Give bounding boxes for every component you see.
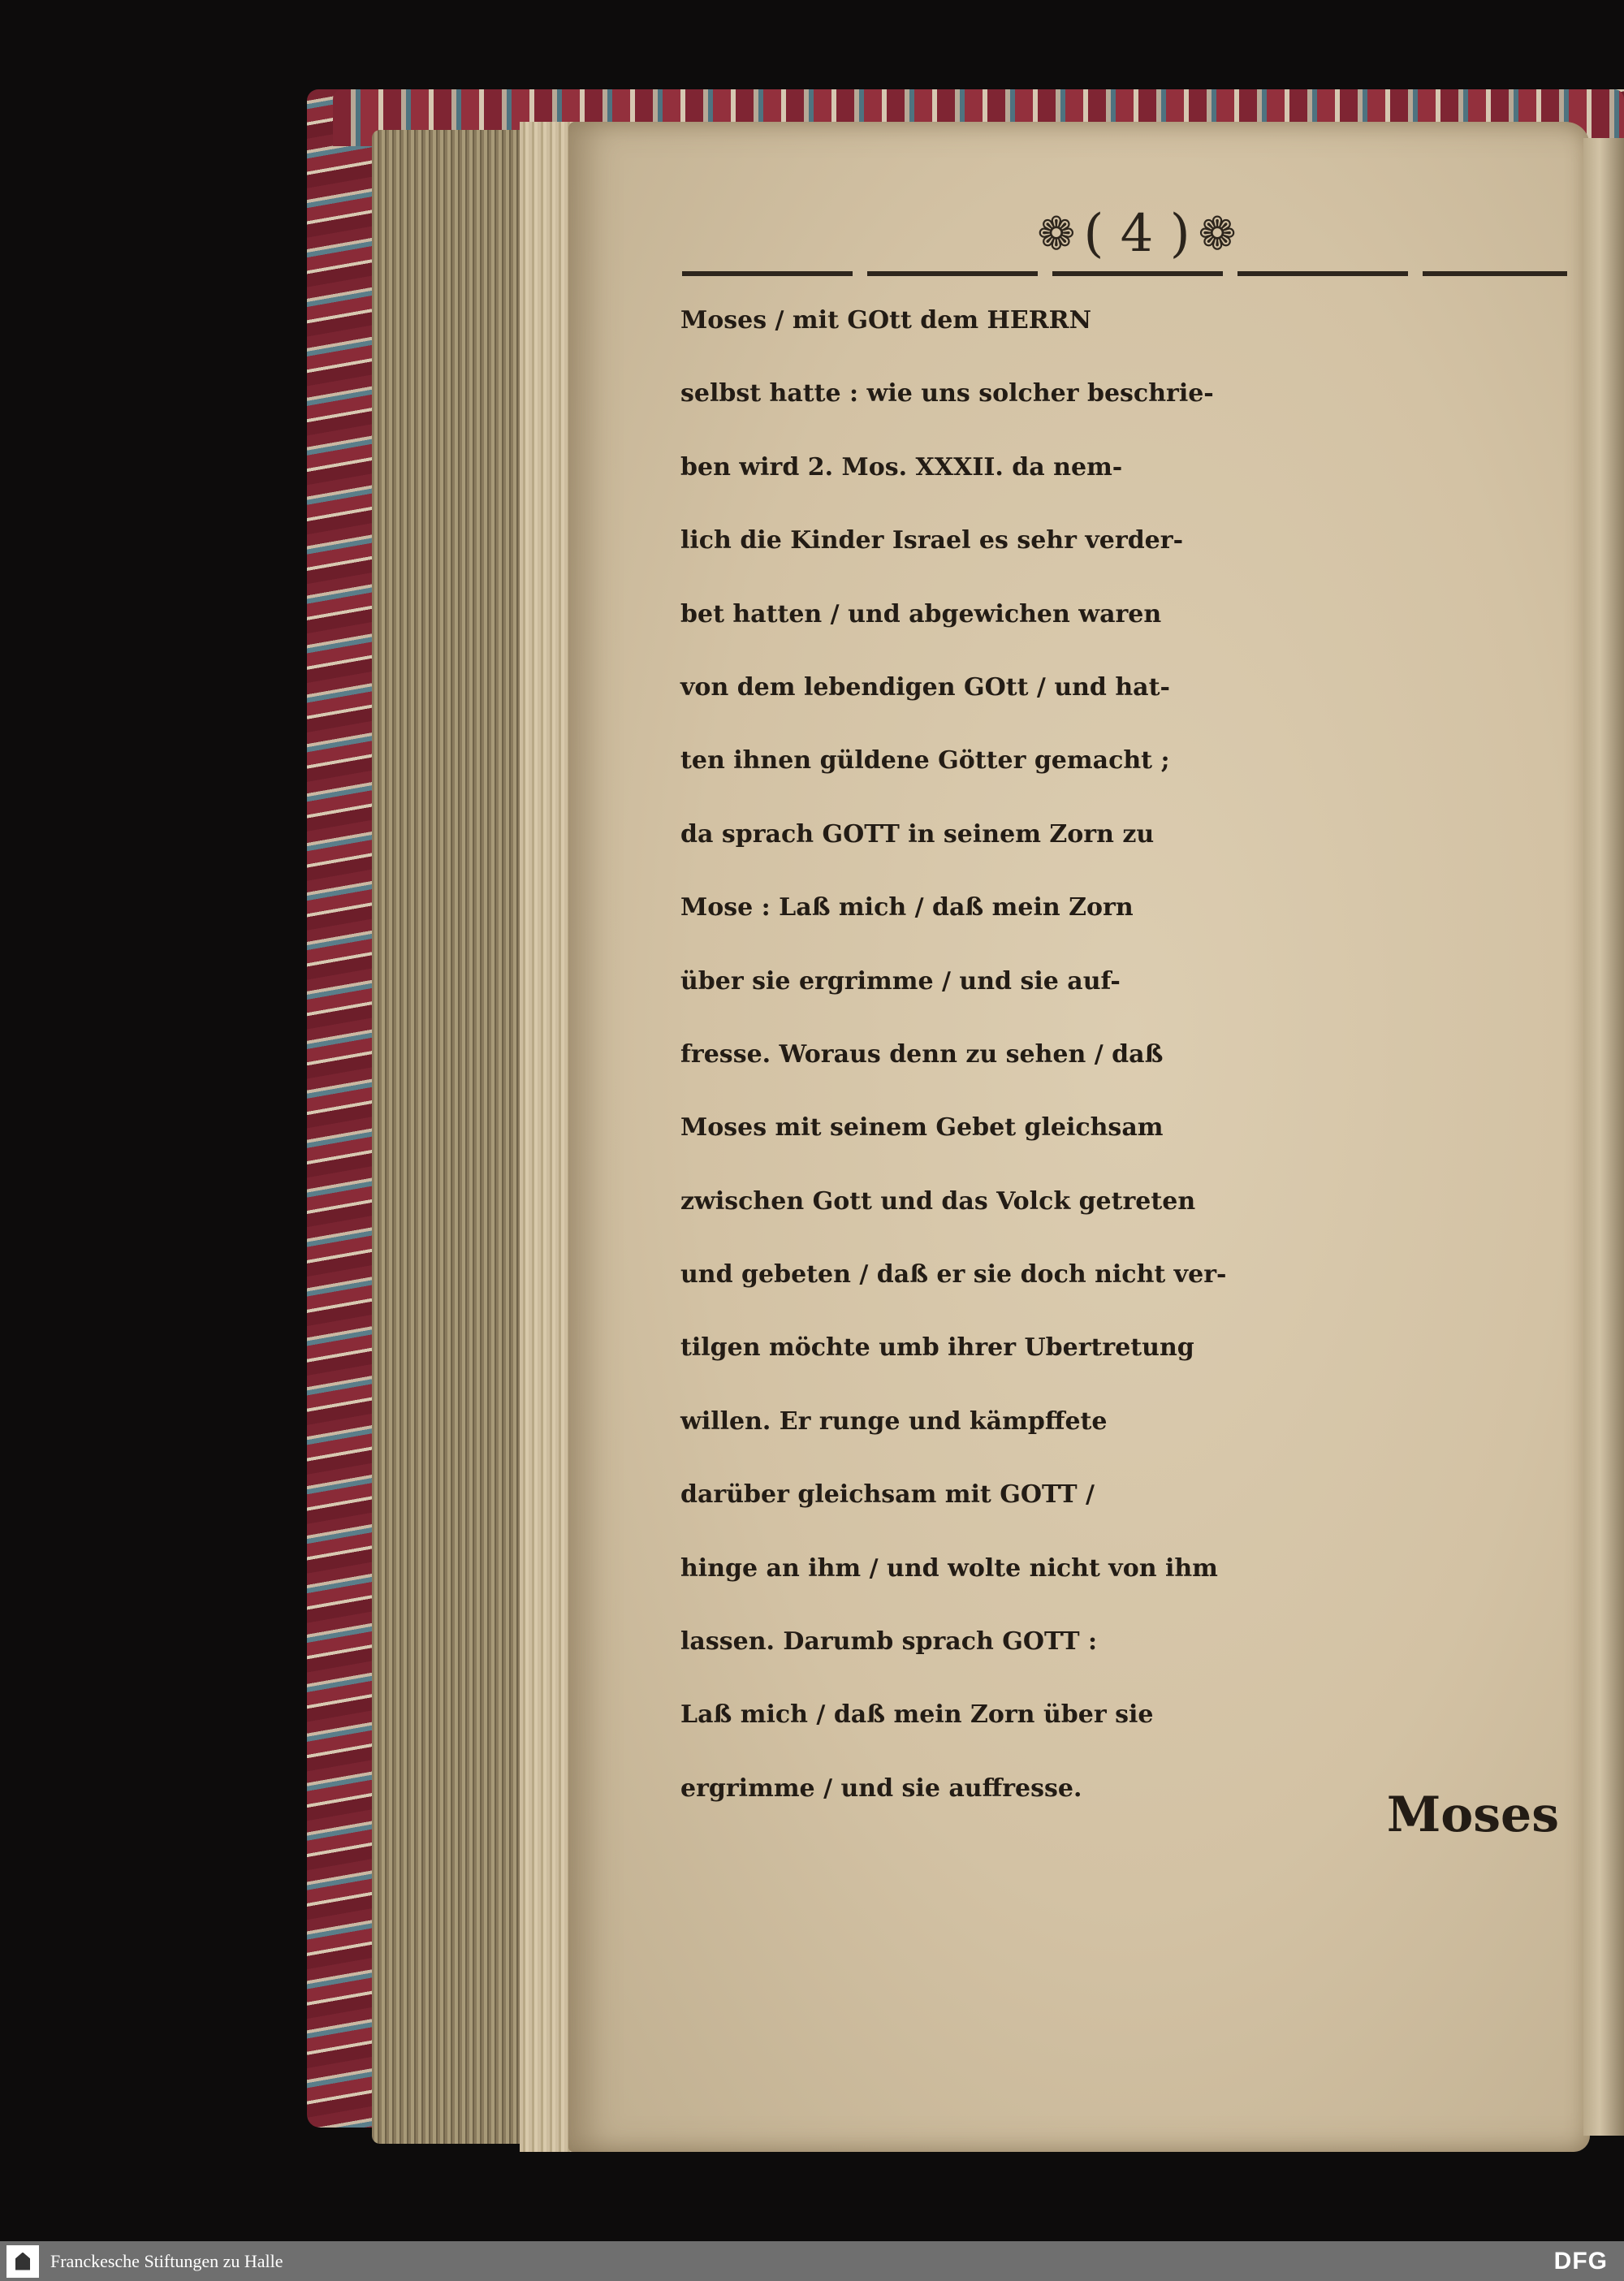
text-line: bet hatten / und abgewichen waren <box>680 599 1162 629</box>
ornament-right-icon: ❁ <box>1198 207 1237 261</box>
institution-name[interactable]: Franckesche Stiftungen zu Halle <box>50 2250 283 2271</box>
text-line: hinge an ihm / und wolte nicht von ihm <box>680 1553 1218 1583</box>
page-number: ( 4 ) <box>1083 204 1190 264</box>
text-line: Moses / mit GOtt dem HERRN <box>680 306 1092 335</box>
header-rule <box>682 271 1567 276</box>
text-line: über sie ergrimme / und sie auf- <box>680 966 1121 996</box>
text-line: fresse. Woraus denn zu sehen / daß <box>680 1039 1164 1069</box>
text-line: ben wird 2. Mos. XXXII. da nem- <box>680 452 1123 482</box>
page-header <box>999 201 1275 266</box>
facing-page-edge <box>1583 138 1624 2136</box>
catchword: Moses <box>1386 1786 1559 1843</box>
text-line: ergrimme / und sie auffresse. <box>680 1773 1082 1803</box>
viewer-footer <box>0 2241 1624 2281</box>
text-line: und gebeten / daß er sie doch nicht ver- <box>680 1260 1227 1290</box>
ornament-left-icon: ❁ <box>1037 207 1076 261</box>
text-line: da sprach GOTT in seinem Zorn zu <box>680 819 1155 849</box>
text-line: tilgen möchte umb ihrer Ubertretung <box>680 1333 1194 1363</box>
text-line: selbst hatte : wie uns solcher beschrie- <box>680 379 1214 408</box>
text-line: lassen. Darumb sprach GOTT : <box>680 1627 1098 1657</box>
text-line: Mose : Laß mich / daß mein Zorn <box>680 893 1134 922</box>
text-line: darüber gleichsam mit GOTT / <box>680 1480 1095 1510</box>
text-line: lich die Kinder Israel es sehr verder- <box>680 526 1184 555</box>
building-icon <box>6 2245 39 2278</box>
dfg-logo: DFG <box>1553 2248 1608 2275</box>
body-text <box>680 284 1574 1825</box>
text-line: Moses mit seinem Gebet gleichsam <box>680 1113 1164 1143</box>
text-line: Laß mich / daß mein Zorn über sie <box>680 1700 1154 1730</box>
text-line: ten ihnen güldene Götter gemacht ; <box>680 746 1170 775</box>
text-line: willen. Er runge und kämpffete <box>680 1406 1108 1436</box>
text-line: von dem lebendigen GOtt / und hat- <box>680 672 1170 702</box>
text-line: zwischen Gott und das Volck getreten <box>680 1186 1196 1216</box>
